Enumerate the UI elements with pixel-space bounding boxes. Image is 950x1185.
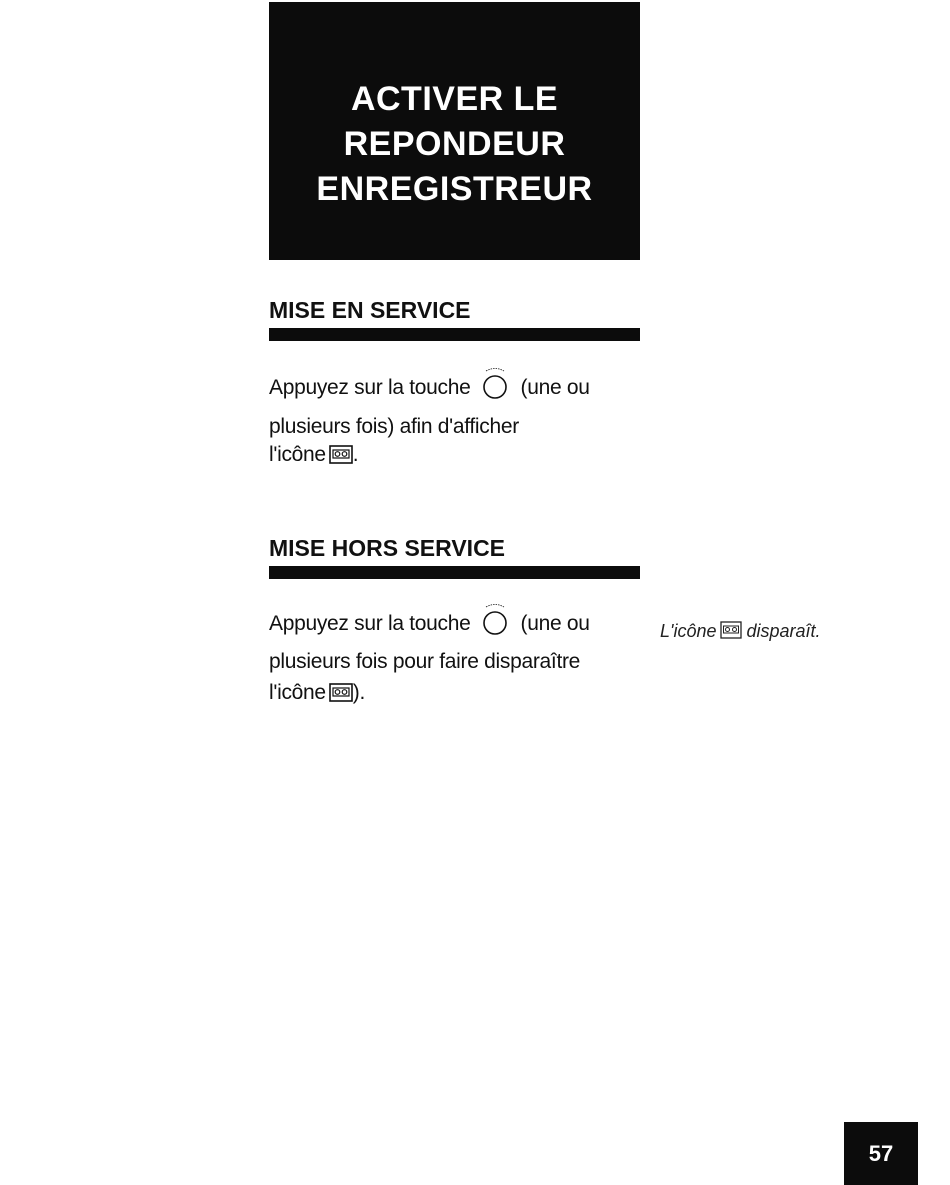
side-note-text: disparaît.	[746, 621, 821, 641]
answering-machine-tape-icon	[329, 678, 353, 714]
instruction-text: (une ou	[520, 376, 590, 399]
instruction-paragraph-2	[269, 606, 590, 714]
section-heading-mise-en-service: MISE EN SERVICE	[269, 297, 471, 323]
chapter-title-line-2: REPONDEUR	[343, 124, 566, 163]
reception-key-icon	[477, 375, 515, 399]
instruction-text: Appuyez sur la touche	[269, 612, 471, 635]
instruction-text: l'icône	[269, 681, 326, 704]
instruction-paragraph-1	[269, 370, 590, 476]
instruction-text: plusieurs fois) afin d'afficher	[269, 415, 519, 438]
reception-key-icon	[477, 611, 515, 635]
section-rule	[269, 328, 640, 341]
chapter-title-line-1: ACTIVER LE	[350, 79, 559, 118]
instruction-text: plusieurs fois pour faire disparaître	[269, 650, 581, 673]
answering-machine-tape-icon	[329, 440, 353, 476]
instruction-text: (une ou	[520, 612, 590, 635]
section-heading-mise-hors-service: MISE HORS SERVICE	[269, 535, 506, 561]
side-note	[660, 616, 821, 648]
page-number: 57	[844, 1122, 918, 1185]
instruction-text: ).	[352, 681, 366, 704]
answering-machine-tape-icon	[720, 618, 742, 648]
instruction-text: .	[352, 443, 359, 466]
chapter-title-line-3: ENREGISTREUR	[316, 169, 593, 208]
instruction-text: l'icône	[269, 443, 326, 466]
side-note-text: L'icône	[660, 621, 717, 641]
section-rule	[269, 566, 640, 579]
chapter-title-box	[269, 2, 640, 260]
instruction-text: Appuyez sur la touche	[269, 376, 471, 399]
